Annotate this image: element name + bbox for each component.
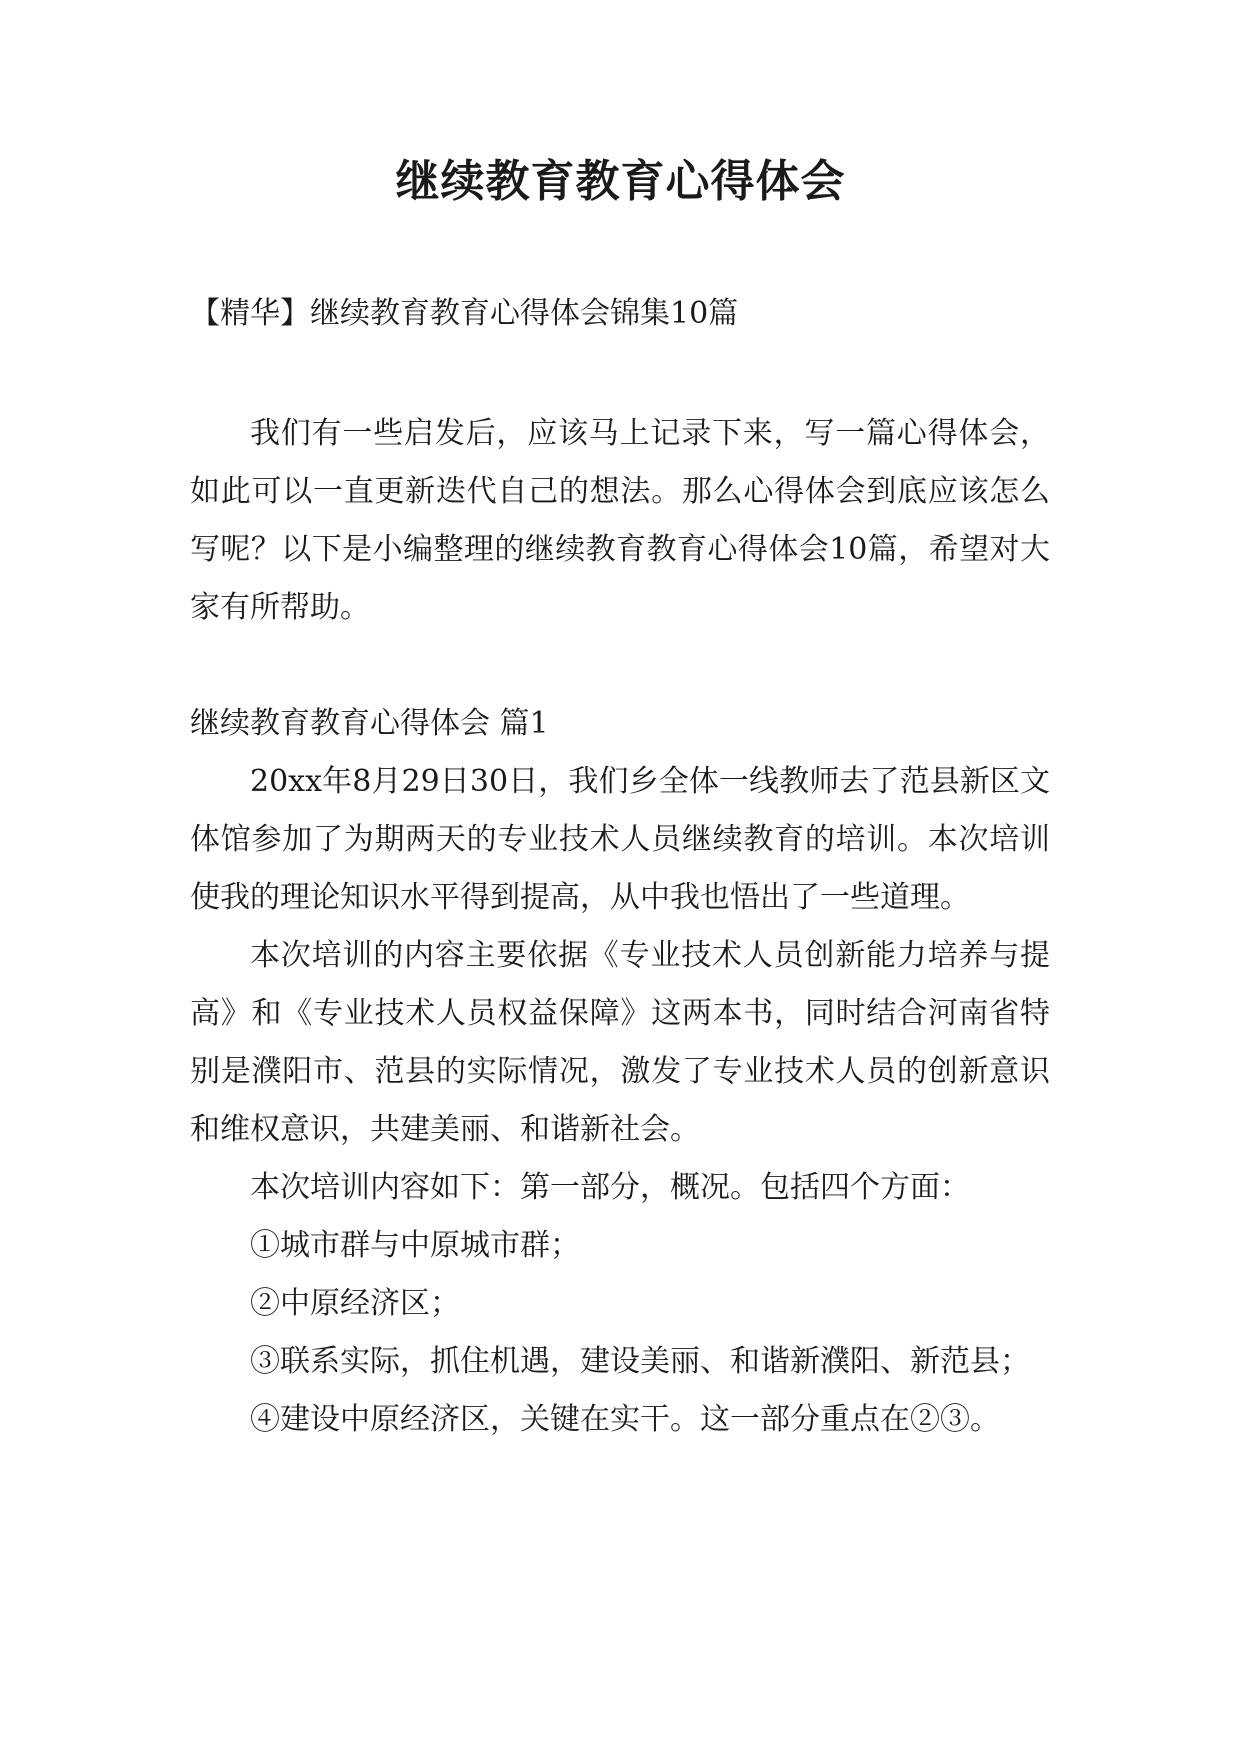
body-paragraph: 本次培训内容如下：第一部分，概况。包括四个方面： xyxy=(250,1170,970,1205)
list-item: ④建设中原经济区，关键在实干。这一部分重点在②③。 xyxy=(250,1402,1000,1437)
list-item: ②中原经济区； xyxy=(250,1286,460,1321)
body-paragraph: 本次培训的内容主要依据《专业技术人员创新能力培养与提高》和《专业技术人员权益保障》这两本书，同时结合河南省特别是濮阳市、范县的实际情况，激发了专业技术人员的创新意识和维权意识，共建美丽、和谐新社会。 xyxy=(190,938,1050,1147)
section-heading: 继续教育教育心得体会 篇1 xyxy=(190,706,549,741)
document-title: 继续教育教育心得体会 xyxy=(395,156,846,207)
body-paragraph: 20xx年8月29日30日，我们乡全体一线教师去了范县新区文体馆参加了为期两天的专业技术人员继续教育的培训。本次培训使我的理论知识水平得到提高，从中我也悟出了一些道理。 xyxy=(190,764,1050,915)
intro-paragraph: 我们有一些启发后，应该马上记录下来，写一篇心得体会，如此可以一直更新迭代自己的想法。那么心得体会到底应该怎么写呢？以下是小编整理的继续教育教育心得体会10篇，希望对大家有所帮助。 xyxy=(190,416,1050,625)
document-body xyxy=(190,405,1050,1449)
document-subtitle: 【精华】继续教育教育心得体会锦集10篇 xyxy=(190,296,739,331)
list-item: ①城市群与中原城市群； xyxy=(250,1228,580,1263)
list-item: ③联系实际，抓住机遇，建设美丽、和谐新濮阳、新范县； xyxy=(250,1344,1030,1379)
